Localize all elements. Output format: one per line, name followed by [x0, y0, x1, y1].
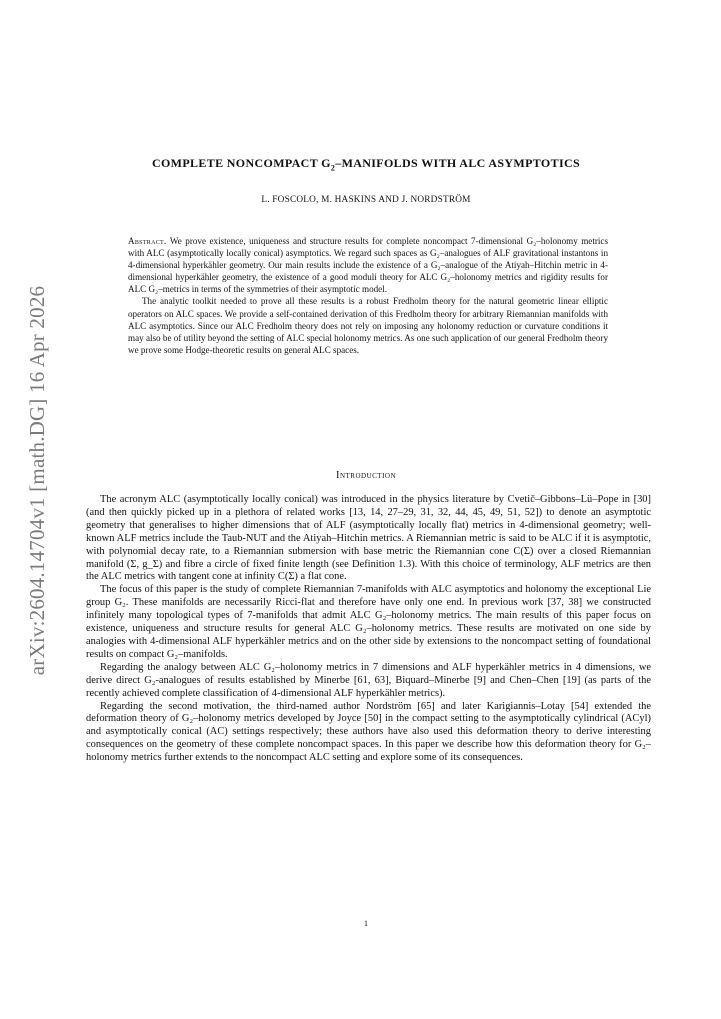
abstract: [128, 235, 608, 356]
arxiv-identifier-text: arXiv:2604.14704v1 [math.DG] 16 Apr 2026: [25, 285, 50, 676]
paper-authors: L. FOSCOLO, M. HASKINS AND J. NORDSTRÖM: [261, 195, 471, 205]
body-paragraph: The focus of this paper is the study of complete Riemannian 7-manifolds with ALC asymptotics and holonomy the exceptional Lie group G₂. These manifolds are necessarily Ricci-flat and therefore have only one end. In previous work [37, 38] we constructed infinitely many topological types of 7-manifolds that admit ALC G₂–holonomy metrics. The main results of this paper focus on existence, uniqueness and structure results for general ALC G₂–holonomy metrics. These results are motivated on one side by analogies with 4-dimensional ALF hyperkähler metrics and on the other side by extensions to the noncompact setting of foundational results on compact G₂–manifolds.: [86, 584, 651, 660]
body-paragraph: Regarding the analogy between ALC G₂–holonomy metrics in 7 dimensions and ALF hyperkähler metrics in 4 dimensions, we derive direct G₂-analogues of results established by Minerbe [61, 63], Biquard–Minerbe [9] and Chen–Chen [19] (as parts of the recently achieved complete classification of 4-dimensional ALF hyperkähler metrics).: [86, 661, 651, 699]
arxiv-identifier-stamp: [22, 283, 54, 678]
abstract-paragraph-1-text: We prove existence, uniqueness and structure results for complete noncompact 7-dimensional G₂–holonomy metrics with ALC (asymptotically locally conical) asymptotics. We regard such spaces as G₂–analogues of ALF gravitational instantons in 4-dimensional hyperkähler geometry. Our main results include the existence of a G₂–analogue of the Atiyah–Hitchin metric in 4-dimensional hyperkähler geometry, the existence of a good moduli theory for ALC G₂–holonomy metrics and rigidity results for ALC G₂–metrics in terms of the symmetries of their asymptotic model.: [128, 236, 609, 295]
paper-title-subscript: 2: [330, 163, 336, 173]
body-paragraph: The acronym ALC (asymptotically locally conical) was introduced in the physics literature by Cvetič–Gibbons–Lü–Pope in [30] (and then quickly picked up in a plethora of related works [13, 14, 27–29, 31, 32, 44, 45, 49, 51, 52]) to denote an asymptotic geometry that generalises to higher dimensions that of ALF (asymptotically locally flat) metrics in 4-dimensional geometry; well-known ALF metrics include the Taub-NUT and the Atiyah–Hitchin metrics. A Riemannian metric is said to be ALC if it is asymptotic, with polynomial decay rate, to a Riemannian submersion with base metric the Riemannian cone C(Σ) over a closed Riemannian manifold (Σ, g_Σ) and fibre a circle of fixed finite length (see Definition 1.3). With this choice of terminology, ALF metrics are then the ALC metrics with tangent cone at infinity C(Σ) a flat cone.: [86, 494, 651, 583]
abstract-label: Abstract.: [128, 236, 167, 246]
body-paragraph: Regarding the second motivation, the third-named author Nordström [65] and later Karigiannis–Lotay [54] extended the deformation theory of G₂–holonomy metrics developed by Joyce [50] in the compact setting to the asymptotically cylindrical (ACyl) and asymptotically conical (AC) settings respectively; these authors have also used this deformation theory to derive interesting consequences on the geometry of these complete noncompact spaces. In this paper we describe how this deformation theory for G₂–holonomy metrics further extends to the noncompact ALC setting and explore some of its consequences.: [86, 700, 651, 764]
introduction-body: [86, 494, 651, 765]
paper-title-before: COMPLETE NONCOMPACT G: [151, 156, 331, 170]
abstract-paragraph-1: [128, 235, 608, 295]
paper-title-after: –MANIFOLDS WITH ALC ASYMPTOTICS: [335, 156, 581, 170]
section-heading-introduction: Introduction: [335, 470, 397, 481]
paper-title: [86, 156, 646, 172]
abstract-paragraph-2: The analytic toolkit needed to prove all these results is a robust Fredholm theory for the natural geometric linear elliptic operators on ALC spaces. We provide a self-contained derivation of this Fredholm theory for arbitrary Riemannian manifolds with ALC asymptotics. Since our ALC Fredholm theory does not rely on imposing any holonomy reduction or curvature conditions it may also be of utility beyond the setting of ALC special holonomy metrics. As one such application of our general Fredholm theory we prove some Hodge-theoretic results on general ALC spaces.: [128, 296, 608, 355]
page-number: 1: [363, 918, 369, 928]
